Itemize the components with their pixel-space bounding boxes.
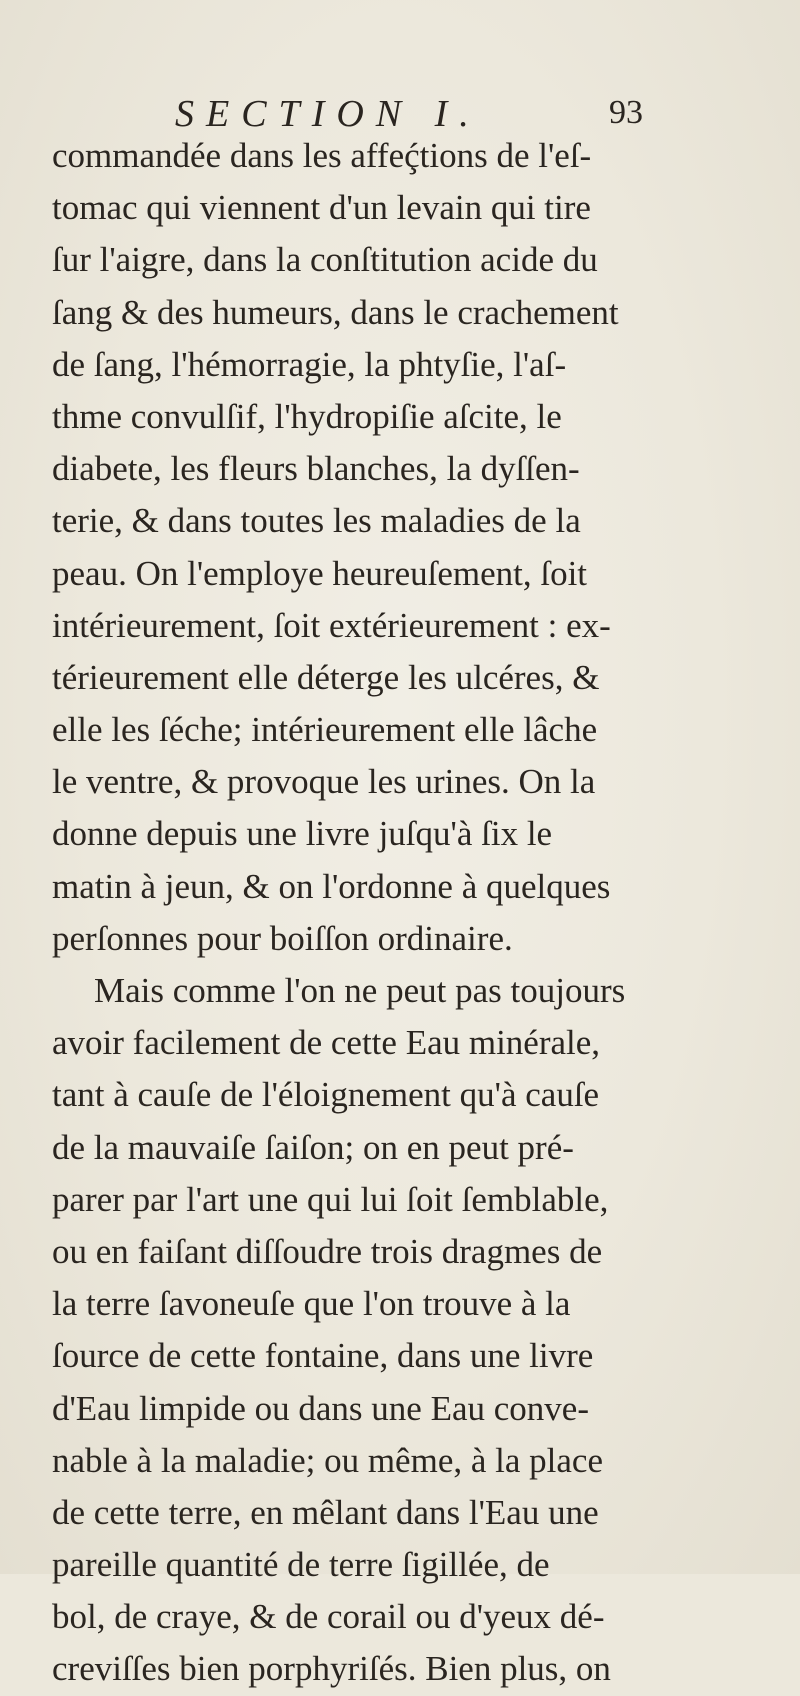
text-line: intérieurement, ſoit extérieurement : ex-: [52, 605, 611, 645]
text-line: de la mauvaiſe ſaiſon; on en peut pré-: [52, 1127, 574, 1167]
text-line: peau. On l'employe heureuſement, ſoit: [52, 553, 588, 593]
text-line: térieurement elle déterge les ulcéres, &: [52, 657, 600, 697]
text-line: de cette terre, en mêlant dans l'Eau une: [52, 1492, 599, 1532]
text-line: creviſſes bien porphyriſés. Bien plus, on: [52, 1649, 611, 1689]
text-line: ou en faiſant diſſoudre trois dragmes de: [52, 1231, 603, 1271]
running-head: SECTION I.: [175, 93, 481, 135]
text-line: d'Eau limpide ou dans une Eau conve-: [52, 1388, 589, 1428]
text-line: parer par l'art une qui lui ſoit ſemblable,: [52, 1179, 609, 1219]
text-line: avoir facilement de cette Eau minérale,: [52, 1023, 601, 1063]
text-line: ſur l'aigre, dans la conſtitution acide du: [52, 240, 598, 280]
text-line: ſource de cette fontaine, dans une livre: [52, 1336, 594, 1376]
text-line: la terre ſavoneuſe que l'on trouve à la: [52, 1284, 571, 1324]
text-line: nable à la maladie; ou même, à la place: [52, 1440, 603, 1480]
text-line: donne depuis une livre juſqu'à ſix le: [52, 814, 553, 854]
text-line: matin à jeun, & on l'ordonne à quelques: [52, 866, 611, 906]
text-line: commandée dans les affeḉtions de l'eſ-: [52, 136, 592, 175]
text-line: perſonnes pour boiſſon ordinaire.: [52, 918, 513, 958]
text-line: tant à cauſe de l'éloignement qu'à cauſe: [52, 1075, 600, 1115]
body-text: [52, 130, 752, 1696]
text-line: terie, & dans toutes les maladies de la: [52, 501, 581, 541]
text-line: thme convulſif, l'hydropiſie aſcite, le: [52, 396, 562, 436]
paragraph-start-line: Mais comme l'on ne peut pas toujours: [94, 971, 626, 1010]
text-line: pareille quantité de terre ſigillée, de: [52, 1545, 550, 1585]
text-line: diabete, les fleurs blanches, la dyſſen-: [52, 449, 580, 489]
text-line: de ſang, l'hémorragie, la phtyſie, l'aſ-: [52, 344, 567, 384]
text-line: elle les ſéche; intérieurement elle lâche: [52, 710, 598, 750]
text-line: le ventre, & provoque les urines. On la: [52, 762, 596, 802]
text-line: ſang & des humeurs, dans le crachement: [52, 292, 619, 332]
page-number: 93: [609, 94, 643, 131]
text-line: tomac qui viennent d'un levain qui tire: [52, 188, 591, 228]
text-line: bol, de craye, & de corail ou d'yeux dé-: [52, 1597, 605, 1637]
